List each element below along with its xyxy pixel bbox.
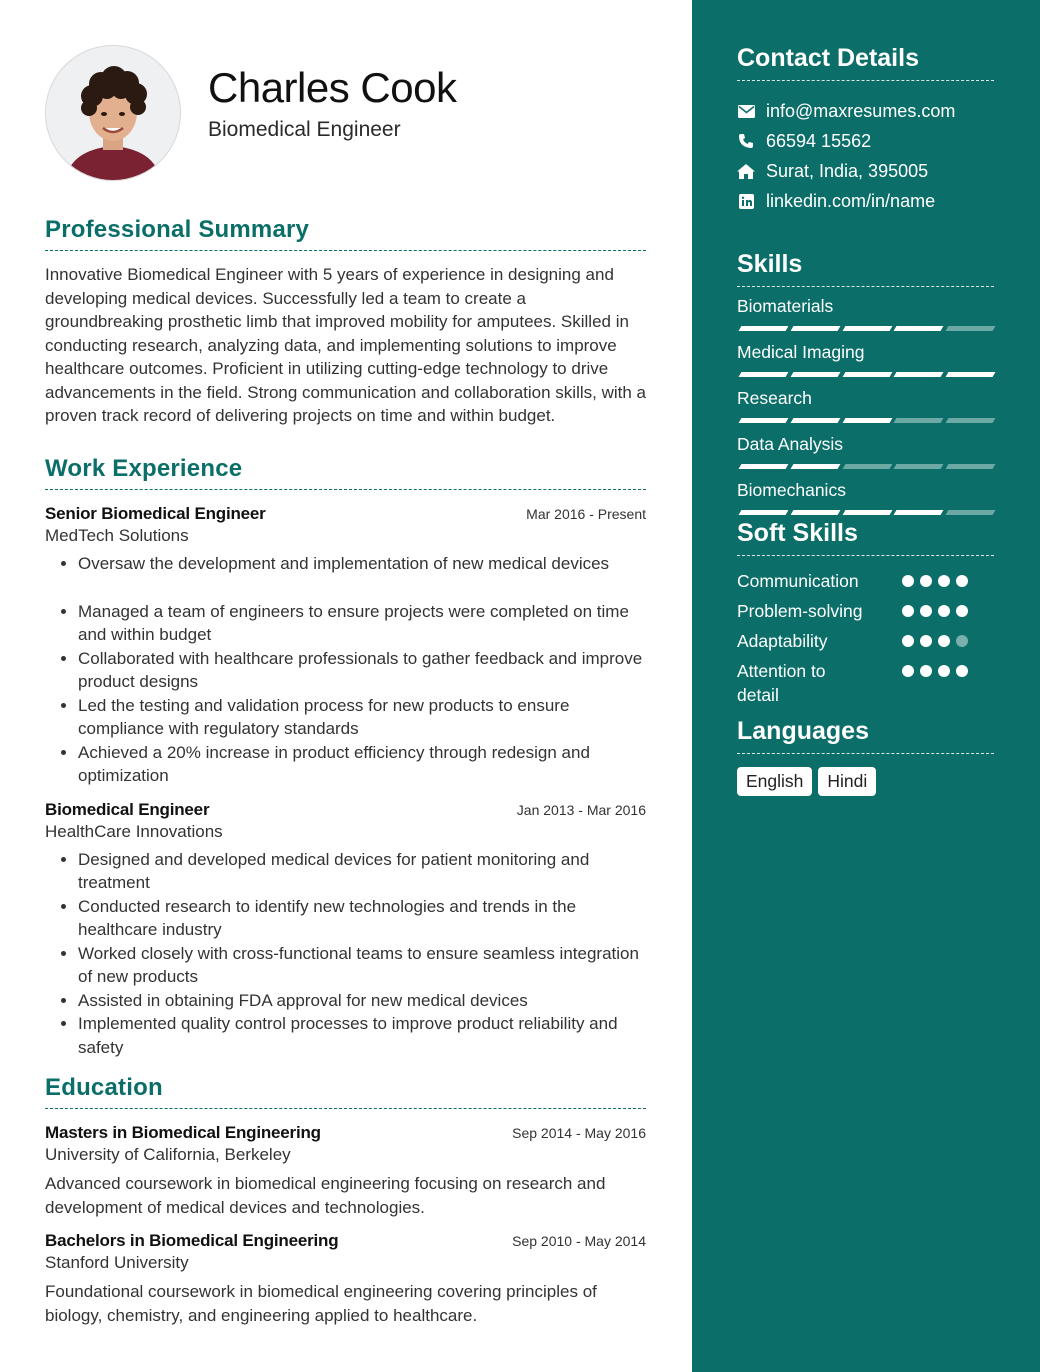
- job-bullet: • Oversaw the development and implementation of new medical devices: [78, 552, 646, 576]
- phone-icon: [737, 132, 755, 150]
- education-entry: [45, 1231, 646, 1327]
- job-company: HealthCare Innovations: [45, 821, 223, 841]
- education-section: [45, 1074, 646, 1327]
- soft-skill-name: Communication: [737, 571, 859, 591]
- job-bullet: • Designed and developed medical devices for patient monitoring and treatment: [78, 848, 646, 895]
- skill-level-segment: [946, 464, 996, 469]
- languages-list: [737, 767, 994, 796]
- soft-skill-rating: [902, 629, 968, 653]
- skill-level-segment: [739, 326, 789, 331]
- job-bullet: • Implemented quality control processes to improve product reliability and safety: [78, 1012, 646, 1059]
- skill-item: [737, 480, 994, 515]
- rating-dot: [920, 635, 932, 647]
- degree-description: Advanced coursework in biomedical engineering focusing on research and development of medical devices and technologies.: [45, 1174, 606, 1217]
- skills-section: [737, 250, 994, 515]
- skills-heading: Skills: [737, 250, 994, 287]
- envelope-icon: [737, 102, 755, 120]
- rating-dot: [956, 635, 968, 647]
- skill-level-segment: [842, 372, 892, 377]
- skill-level-segment: [946, 372, 996, 377]
- linkedin-icon: [737, 192, 755, 210]
- skill-level-segment: [842, 418, 892, 423]
- sidebar: [692, 0, 1040, 1372]
- rating-dot: [920, 605, 932, 617]
- skill-level-bar: [737, 372, 994, 377]
- address-text: Surat, India, 395005: [766, 160, 929, 181]
- contact-address: [737, 156, 994, 186]
- rating-dot: [902, 575, 914, 587]
- skill-level-segment: [946, 510, 996, 515]
- rating-dot: [956, 575, 968, 587]
- skill-level-segment: [790, 464, 840, 469]
- skill-level-segment: [790, 418, 840, 423]
- soft-skill-rating: [902, 569, 968, 593]
- skill-item: [737, 388, 994, 423]
- skill-item: [737, 342, 994, 377]
- phone-text[interactable]: 66594 15562: [766, 130, 872, 151]
- candidate-title: Biomedical Engineer: [208, 118, 401, 141]
- degree-description: Foundational coursework in biomedical engineering covering principles of biology, chemistry, and engineering applied to healthcare.: [45, 1282, 597, 1325]
- languages-heading: Languages: [737, 717, 994, 754]
- job-bullets: [45, 848, 646, 1060]
- contact-section: [737, 44, 994, 216]
- skill-level-segment: [894, 372, 944, 377]
- skill-level-segment: [842, 326, 892, 331]
- school-name: Stanford University: [45, 1253, 189, 1272]
- contact-heading: Contact Details: [737, 44, 994, 81]
- soft-skill-item: [737, 569, 994, 593]
- skill-level-segment: [894, 326, 944, 331]
- skill-level-segment: [790, 372, 840, 377]
- skills-list: [737, 296, 994, 515]
- skill-level-bar: [737, 510, 994, 515]
- skill-level-segment: [790, 510, 840, 515]
- job-date: Jan 2013 - Mar 2016: [516, 801, 646, 818]
- rating-dot: [956, 665, 968, 677]
- degree-title: Bachelors in Biomedical Engineering: [45, 1231, 339, 1250]
- soft-skill-item: [737, 659, 994, 707]
- job-bullet: • Worked closely with cross-functional teams to ensure seamless integration of new products: [78, 942, 646, 989]
- experience-heading: Work Experience: [45, 455, 646, 490]
- job-title: Senior Biomedical Engineer: [45, 504, 266, 523]
- skill-name: Medical Imaging: [737, 342, 865, 362]
- soft-skill-rating: [902, 599, 968, 623]
- job-bullet: • Led the testing and validation process for new products to ensure compliance with regulatory standards: [78, 694, 646, 741]
- job-bullet: • Collaborated with healthcare professionals to gather feedback and improve product designs: [78, 647, 646, 694]
- job-entry: [45, 800, 646, 1060]
- degree-date: Sep 2014 - May 2016: [512, 1125, 646, 1141]
- skill-level-segment: [739, 464, 789, 469]
- education-heading: Education: [45, 1074, 646, 1109]
- soft-skill-name: Problem-solving: [737, 601, 863, 621]
- rating-dot: [902, 605, 914, 617]
- rating-dot: [938, 605, 950, 617]
- soft-skill-item: [737, 629, 994, 653]
- education-entry: [45, 1123, 646, 1219]
- rating-dot: [938, 575, 950, 587]
- job-company: MedTech Solutions: [45, 526, 189, 545]
- rating-dot: [938, 635, 950, 647]
- degree-date: Sep 2010 - May 2014: [512, 1233, 646, 1249]
- email-text[interactable]: info@maxresumes.com: [766, 100, 956, 121]
- skill-level-segment: [842, 464, 892, 469]
- skill-level-segment: [894, 510, 944, 515]
- rating-dot: [902, 665, 914, 677]
- skill-name: Data Analysis: [737, 434, 844, 454]
- degree-title: Masters in Biomedical Engineering: [45, 1123, 321, 1142]
- skill-level-segment: [739, 418, 789, 423]
- rating-dot: [956, 605, 968, 617]
- soft-skills-list: [737, 569, 994, 707]
- job-bullets: [45, 552, 646, 788]
- summary-text: Innovative Biomedical Engineer with 5 years of experience in designing and developing medical devices. Successfully led a team to create a groundbreaking prosthetic limb that improved mobility for amputees. Skilled in conducting research, analyzing data, and implementing solutions to improve healthcare outcomes. Proficient in utilizing cutting-edge technology to drive advancements in the field. Strong communication and collaboration skills, with a proven track record of delivering projects on time and within budget.: [45, 265, 646, 425]
- soft-skill-rating: [902, 659, 968, 707]
- rating-dot: [938, 665, 950, 677]
- soft-skill-name: Attention to detail: [737, 661, 826, 705]
- job-bullet: • Conducted research to identify new technologies and trends in the healthcare industry: [78, 895, 646, 942]
- skill-level-bar: [737, 418, 994, 423]
- rating-dot: [920, 575, 932, 587]
- rating-dot: [920, 665, 932, 677]
- school-name: University of California, Berkeley: [45, 1145, 291, 1164]
- job-title: Biomedical Engineer: [45, 799, 210, 819]
- skill-level-segment: [739, 372, 789, 377]
- job-bullet: • Assisted in obtaining FDA approval for new medical devices: [78, 989, 646, 1013]
- skill-name: Research: [737, 388, 812, 408]
- contact-phone[interactable]: [737, 126, 994, 156]
- skill-name: Biomechanics: [737, 480, 846, 500]
- avatar: [45, 45, 181, 181]
- rating-dot: [902, 635, 914, 647]
- skill-level-segment: [946, 418, 996, 423]
- language-chip: English: [737, 767, 812, 796]
- skill-level-segment: [894, 464, 944, 469]
- experience-section: [45, 455, 646, 1059]
- skill-item: [737, 434, 994, 469]
- soft-skill-item: [737, 599, 994, 623]
- candidate-name: Charles Cook: [208, 64, 457, 111]
- skill-level-segment: [739, 510, 789, 515]
- skill-level-bar: [737, 326, 994, 331]
- job-entry: [45, 504, 646, 788]
- skill-level-segment: [842, 510, 892, 515]
- skill-level-segment: [790, 326, 840, 331]
- skill-name: Biomaterials: [737, 296, 834, 316]
- contact-email[interactable]: [737, 96, 994, 126]
- job-bullet: • Achieved a 20% increase in product efficiency through redesign and optimization: [78, 741, 646, 788]
- skill-level-bar: [737, 464, 994, 469]
- summary-section: [45, 216, 646, 428]
- linkedin-text[interactable]: linkedin.com/in/name: [766, 190, 936, 211]
- contact-linkedin[interactable]: [737, 186, 994, 216]
- profile-photo: [46, 46, 180, 180]
- soft-skills-section: [737, 519, 994, 707]
- job-date: Mar 2016 - Present: [526, 506, 646, 522]
- skill-level-segment: [894, 418, 944, 423]
- soft-skills-heading: Soft Skills: [737, 519, 994, 556]
- summary-heading: Professional Summary: [45, 216, 646, 251]
- soft-skill-name: Adaptability: [737, 631, 828, 651]
- home-icon: [737, 162, 755, 180]
- language-chip: Hindi: [818, 767, 876, 796]
- job-bullet: • Managed a team of engineers to ensure projects were completed on time and within budget: [78, 600, 646, 647]
- languages-section: [737, 717, 994, 796]
- skill-level-segment: [946, 326, 996, 331]
- skill-item: [737, 296, 994, 331]
